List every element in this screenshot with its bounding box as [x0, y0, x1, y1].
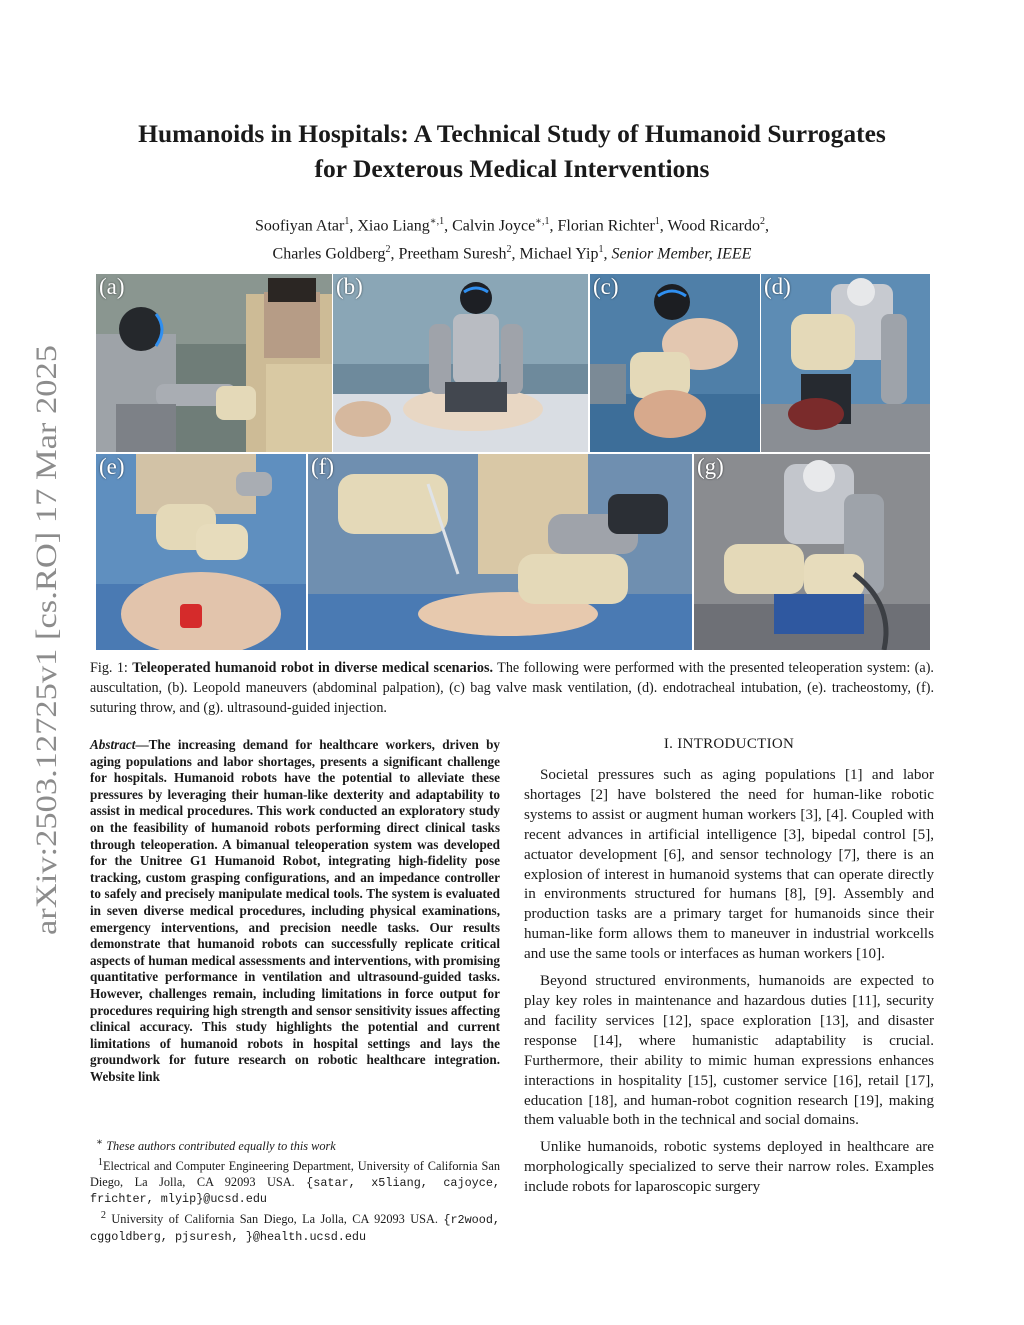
footnote-affiliation-1: [90, 1155, 500, 1208]
author-list: [80, 210, 944, 267]
section-heading-introduction: I. INTRODUCTION: [663, 736, 795, 752]
abstract-heading: Abstract: [90, 737, 136, 752]
right-column: [524, 734, 934, 1205]
intro-paragraph-2: Beyond structured environments, humanoids are expected to play key roles in maintenance and hazardous duties [11], security and facility services [12], space exploration [13], and disaster response [14], where humanistic adaptability is crucial. Furthermore, their ability to mimic human expressions enhances interactions in hospitality [15], customer service [16], retail [17], education [18], and human-robot cognition research [19], making them valuable both in the technical and social domains.: [524, 973, 934, 1129]
footnote-text: These authors contributed equally to this work: [103, 1139, 336, 1154]
author-affiliation-mark: ∗,1: [429, 216, 445, 227]
panel-label: (a): [99, 274, 125, 299]
footnote-mark: 2: [100, 1210, 106, 1221]
ieee-membership: Senior Member, IEEE: [611, 245, 752, 263]
author-affiliation-mark: 2: [506, 244, 512, 256]
author-name: Florian Richter: [557, 217, 655, 235]
panel-d-image: [761, 274, 930, 452]
caption-prefix: Fig. 1:: [90, 660, 133, 676]
author-name: Calvin Joyce: [452, 217, 536, 235]
paper-title: [80, 116, 944, 186]
panel-g-ultrasound: [694, 454, 930, 650]
author-affiliation-mark: 1: [598, 244, 604, 256]
abstract: [90, 737, 500, 1085]
author-affiliation-mark: ∗,1: [535, 216, 550, 227]
panel-label: (g): [697, 454, 724, 479]
intro-paragraph-3: Unlike humanoids, robotic systems deployed in healthcare are morphologically specialized to serve their narrow roles. Examples include robots for laparoscopic surgery: [524, 1139, 934, 1196]
author-line-1: Soofiyan Atar$^1$, Xiao Liang$^{∗,1}$, Calvin Joyce$^{∗,1}$, Florian Richter$^1$, Wood Ricardo$^2$,: [255, 216, 769, 235]
panel-a-image: [96, 274, 332, 452]
panel-e-tracheostomy: [96, 454, 306, 650]
author-name: Charles Goldberg: [272, 245, 386, 263]
panel-b-leopold: [333, 274, 588, 452]
panel-b-image: [333, 274, 588, 452]
title-line-1: Humanoids in Hospitals: A Technical Study of Humanoid Surrogates: [138, 119, 886, 148]
arxiv-id: arXiv:2503.12725v1 [cs.RO] 17 Mar 2025: [30, 421, 63, 935]
left-column: [90, 737, 500, 1085]
author-affiliation-mark: 2: [759, 216, 765, 227]
abstract-dash: —: [135, 737, 149, 752]
intro-paragraph-1: Societal pressures such as aging populations [1] and labor shortages [2] have bolstered the need for human-like robotic systems to assist or augment human workers [3], [4]. Coupled with recent advances in artificial intelligence [3], bipedal control [5], actuator development [6], and sensor technology [7], there is an explosion of interest in humanoid systems that can operate directly in environments structured for humans [8], [9]. Assembly and production tasks are a primary target for humanoids since their human-like form allows them to maneuver in industrial workcells and use the same tools or interfaces as human workers [10].: [524, 767, 934, 963]
caption-bold: Teleoperated humanoid robot in diverse medical scenarios.: [132, 660, 494, 676]
footnote-emails: {satar, x5liang, cajoyce, frichter, mlyip}@ucsd.edu: [90, 1175, 500, 1207]
footnote-mark: ∗: [96, 1137, 104, 1148]
panel-a-auscultation: [96, 274, 332, 452]
panel-c-image: [590, 274, 760, 452]
panel-label: (d): [764, 274, 791, 299]
panel-f-image: [308, 454, 692, 650]
author-name: Michael Yip: [519, 245, 599, 263]
footnote-mark: 1: [97, 1156, 103, 1168]
panel-label: (b): [336, 274, 363, 299]
footnote-emails: {r2wood, cggoldberg, pjsuresh, }@health.ucsd.edu: [90, 1213, 500, 1244]
footnotes: [90, 1135, 500, 1246]
author-line-2: Charles Goldberg$^2$, Preetham Suresh$^2$, Michael Yip$^1$, Senior Member, IEEE: [272, 244, 752, 263]
footnote-affiliation-2: [90, 1208, 500, 1246]
panel-label: (c): [593, 274, 619, 299]
figure-1: [96, 274, 930, 650]
caption-text: The following were performed with the presented teleoperation system: (a). auscultation, (b). Leopold maneuvers (abdominal palpation), (c) bag valve mask ventilation, (d). endotracheal intubation, (e). tracheostomy, (f). suturing throw, and (g). ultrasound-guided injection.: [90, 660, 934, 716]
footnote-text: University of California San Diego, La Jolla, CA 92093 USA.: [105, 1212, 444, 1227]
panel-g-image: [694, 454, 930, 650]
panel-c-ventilation: [590, 274, 760, 452]
panel-f-suturing: [308, 454, 692, 650]
author-name: Soofiyan Atar: [255, 217, 345, 235]
panel-e-image: [96, 454, 306, 650]
panel-label: (e): [99, 454, 125, 479]
figure-caption: [90, 658, 934, 718]
author-affiliation-mark: 1: [654, 216, 660, 227]
author-affiliation-mark: 2: [385, 244, 391, 256]
panel-label: (f): [311, 454, 334, 479]
arxiv-stamp: [14, 340, 70, 940]
footnote-equal-contribution: [90, 1135, 500, 1155]
panel-d-intubation: [761, 274, 930, 452]
author-name: Wood Ricardo: [667, 217, 760, 235]
title-line-2: for Dexterous Medical Interventions: [314, 154, 710, 183]
footnote-text: Electrical and Computer Engineering Department, University of California San Diego, La Jolla, CA 92093 USA.: [90, 1158, 500, 1189]
author-name: Preetham Suresh: [398, 245, 507, 263]
author-name: Xiao Liang: [357, 217, 430, 235]
author-affiliation-mark: 1: [344, 216, 350, 227]
abstract-text: The increasing demand for healthcare workers, driven by aging populations and labor shortages, presents a significant challenge for hospitals. Humanoid robots have the potential to alleviate these pressures by leveraging their human-like dexterity and adaptability to assist in medical procedures. This work conducted an exploratory study on the feasibility of humanoid robots performing direct clinical tasks through teleoperation. A bimanual teleoperation system was developed for the Unitree G1 Humanoid Robot, integrating high-fidelity pose tracking, custom grasping configurations, and an impedance controller to safely and precisely manipulate medical tools. The system is evaluated in seven diverse medical procedures, including physical examinations, emergency interventions, and precision needle tasks. Our results demonstrate that humanoid robots can successfully replicate critical aspects of human medical assessments and interventions, with promising quantitative performance in ventilation and ultrasound-guided tasks. However, challenges remain, including limitations in force output for procedures requiring high strength and sensor sensitivity issues affecting clinical accuracy. This study highlights the potential and current limitations of humanoid robots in hospital settings and lays the groundwork for future research on robotic healthcare integration. Website link: [90, 737, 500, 1084]
